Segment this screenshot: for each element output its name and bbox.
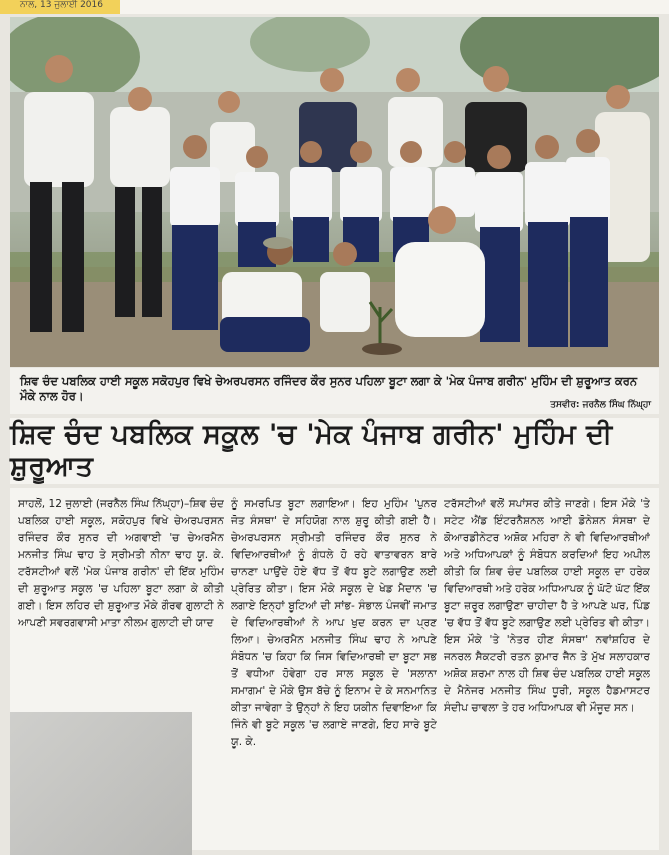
issue-date: ਨਾਲ, 13 ਜੁਲਾਈ 2016 [20, 0, 103, 10]
article-column-3: ਟਰੱਸਟੀਆਂ ਵਲੋਂ ਸਪਾਂਸਰ ਕੀਤੇ ਜਾਣਗੇ। ਇਸ ਮੌਕੇ 'ਤੇ ਸਟੇਟ ਐਂਡ ਇੰਟਰਨੈਸ਼ਨਲ ਆਈ ਡੋਨੇਸ਼ਨ ਸੰਸਥਾ ਦੇ ਕੋਆਰਡੀਨੇਟਰ ਅਸ਼ੋਕ ਮਹਿਰਾ ਨੇ ਵੀ ਵਿਦਿਆਰਥੀਆਂ ਅਤੇ ਅਧਿਆਪਕਾਂ ਨੂੰ ਸੰਬੋਧਨ ਕਰਦਿਆਂ ਇਹ ਅਪੀਲ ਕੀਤੀ ਕਿ ਸ਼ਿਵ ਚੰਦ ਪਬਲਿਕ ਹਾਈ ਸਕੂਲ ਦਾ ਹਰੇਕ ਵਿਦਿਆਰਥੀ ਅਤੇ ਹਰੇਕ ਅਧਿਆਪਕ ਨੂੰ ਘੱਟੋ ਘੱਟ ਇੱਕ ਬੂਟਾ ਜ਼ਰੂਰ ਲਗਾਉਣਾ ਚਾਹੀਦਾ ਹੈ ਤੇ ਆਪਣੇ ਘਰ, ਪਿੰਡ 'ਚ ਵੱਧ ਤੋਂ ਵੱਧ ਬੂਟੇ ਲਗਾਉਣ ਲਈ ਪ੍ਰੇਰਿਤ ਵੀ ਕੀਤਾ। ਇਸ ਮੌਕੇ 'ਤੇ 'ਨੇਤਰ ਹੀਣ ਸੰਸਥਾ' ਨਵਾਂਸ਼ਹਿਰ ਦੇ ਜਨਰਲ ਸੈਕਟਰੀ ਰਤਨ ਕੁਮਾਰ ਜੈਨ ਤੇ ਮੁੱਖ ਸਲਾਹਕਾਰ ਅਸ਼ੋਕ ਸ਼ਰਮਾ ਨਾਲ ਹੀ ਸ਼ਿਵ ਚੰਦ ਪਬਲਿਕ ਹਾਈ ਸਕੂਲ ਦੇ ਮੈਨੇਜਰ ਮਨਜੀਤ ਸਿੰਘ ਧੂਰੀ, ਸਕੂਲ ਹੈਡਮਾਸਟਰ ਸੰਦੀਪ ਚਾਵਲਾ ਤੇ ਹਰ ਅਧਿਆਪਕ ਵੀ ਮੌਜੂਦ ਸਨ। [444, 498, 650, 714]
headline: ਸ਼ਿਵ ਚੰਦ ਪਬਲਿਕ ਸਕੂਲ 'ਚ 'ਮੇਕ ਪੰਜਾਬ ਗਰੀਨ' ਮੁਹਿੰਮ ਦੀ ਸ਼ੁਰੂਆਤ [10, 418, 659, 484]
photo-caption [10, 368, 659, 414]
article-column-1: ਸਾਹਲੋਂ, 12 ਜੁਲਾਈ (ਜਰਨੈਲ ਸਿੰਘ ਨਿੱਘ੍ਹਾ)–ਸ਼ਿਵ ਚੰਦ ਪਬਲਿਕ ਹਾਈ ਸਕੂਲ, ਸਕੋਹਪੁਰ ਵਿਖੇ ਚੇਅਰਪਰਸਨ ਰਜਿੰਦਰ ਕੌਰ ਸੁਨਰ ਦੀ ਅਗਵਾਈ 'ਚ ਚੇਅਰਮੈਨ ਮਨਜੀਤ ਸਿੰਘ ਢਾਹ ਤੇ ਸ੍ਰੀਮਤੀ ਨੀਨਾ ਢਾਹ ਯੂ. ਕੇ. ਟਰੱਸਟੀਆਂ ਵਲੋਂ 'ਮੇਕ ਪੰਜਾਬ ਗਰੀਨ' ਦੀ ਇੱਕ ਮੁਹਿੰਮ ਦੀ ਸ਼ੁਰੂਆਤ ਸਕੂਲ 'ਚ ਪਹਿਲਾ ਬੂਟਾ ਲਗਾ ਕੇ ਕੀਤੀ ਗਈ। ਇਸ ਲਹਿਰ ਦੀ ਸ਼ੁਰੂਆਤ ਮੌਕੇ ਗੌਰਵ ਗੁਲਾਟੀ ਨੇ ਆਪਣੀ ਸਵਰਗਵਾਸੀ ਮਾਤਾ ਨੀਲਮ ਗੁਲਾਟੀ ਦੀ ਯਾਦ [18, 498, 224, 629]
photo-credit: ਤਸਵੀਰ: ਜਰਨੈਲ ਸਿੰਘ ਨਿੱਘ੍ਹਾ [550, 400, 651, 410]
blank-ad-space [10, 712, 192, 855]
article-column-2: ਨੂੰ ਸਮਰਪਿਤ ਬੂਟਾ ਲਗਾਇਆ। ਇਹ ਮੁਹਿੰਮ 'ਪੁਨਰ ਜੋਤ ਸੰਸਥਾ' ਦੇ ਸਹਿਯੋਗ ਨਾਲ ਸ਼ੁਰੂ ਕੀਤੀ ਗਈ ਹੈ। ਚੇਅਰਪਰਸਨ ਸ੍ਰੀਮਤੀ ਰਜਿੰਦਰ ਕੌਰ ਸੁਨਰ ਨੇ ਵਿਦਿਆਰਥੀਆਂ ਨੂੰ ਗੰਧਲੇ ਹੋ ਰਹੇ ਵਾਤਾਵਰਨ ਬਾਰੇ ਚਾਨਣਾ ਪਾਉਂਦੇ ਹੋਏ ਵੱਧ ਤੋਂ ਵੱਧ ਬੂਟੇ ਲਗਾਉਣ ਲਈ ਪ੍ਰੇਰਿਤ ਕੀਤਾ। ਇਸ ਮੌਕੇ ਸਕੂਲ ਦੇ ਖੇਡ ਮੈਦਾਨ 'ਚ ਲਗਾਏ ਇਨ੍ਹਾਂ ਬੂਟਿਆਂ ਦੀ ਸਾਂਭ- ਸੰਭਾਲ ਪੰਜਵੀਂ ਜਮਾਤ ਦੇ ਵਿਦਿਆਰਥੀਆਂ ਨੇ ਆਪ ਖੁਦ ਕਰਨ ਦਾ ਪ੍ਰਣ ਲਿਆ। ਚੇਅਰਮੈਨ ਮਨਜੀਤ ਸਿੰਘ ਢਾਹ ਨੇ ਆਪਣੇ ਸੰਬੋਧਨ 'ਚ ਕਿਹਾ ਕਿ ਜਿਸ ਵਿਦਿਆਰਥੀ ਦਾ ਬੂਟਾ ਸਭ ਤੋਂ ਵਧੀਆ ਹੋਵੇਗਾ ਹਰ ਸਾਲ ਸਕੂਲ ਦੇ 'ਸਲਾਨਾ ਸਮਾਗਮ' ਦੇ ਮੌਕੇ ਉਸ ਬੱਚੇ ਨੂੰ ਇਨਾਮ ਦੇ ਕੇ ਸਨਮਾਨਿਤ ਕੀਤਾ ਜਾਵੇਗਾ ਤੇ ਉਨ੍ਹਾਂ ਨੇ ਇਹ ਯਕੀਨ ਦਿਵਾਇਆ ਕਿ ਜਿੰਨੇ ਵੀ ਬੂਟੇ ਸਕੂਲ 'ਚ ਲਗਾਏ ਜਾਣਗੇ, ਇਹ ਸਾਰੇ ਬੂਟੇ ਯੂ. ਕੇ. [231, 498, 437, 748]
photo-illustration [10, 17, 659, 367]
caption-text: ਸ਼ਿਵ ਚੰਦ ਪਬਲਿਕ ਹਾਈ ਸਕੂਲ ਸਕੋਹਪੁਰ ਵਿਖੇ ਚੇਅਰਪਰਸਨ ਰਜਿੰਦਰ ਕੌਰ ਸੁਨਰ ਪਹਿਲਾ ਬੂਟਾ ਲਗਾ ਕੇ 'ਮੇਕ ਪੰਜਾਬ ਗਰੀਨ' ਮੁਹਿੰਮ ਦੀ ਸ਼ੁਰੂਆਤ ਕਰਨ ਮੌਕੇ ਨਾਲ ਹੋਰ। [20, 374, 638, 403]
news-photo [10, 17, 659, 367]
top-strip [0, 0, 669, 14]
